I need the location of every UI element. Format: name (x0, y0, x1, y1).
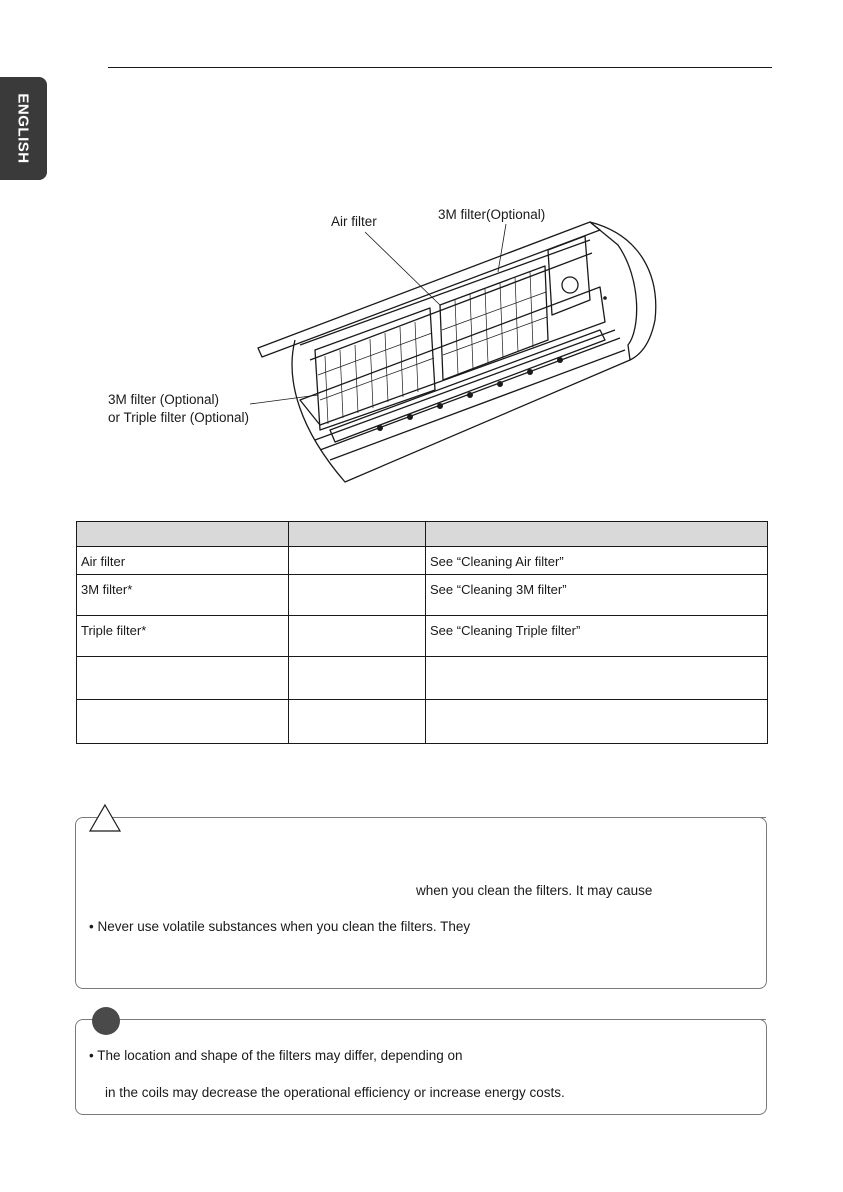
note-line-2: in the coils may decrease the operational efficiency or increase energy costs. (105, 1085, 565, 1100)
table-cell (426, 657, 768, 700)
note-box (75, 1019, 767, 1115)
filter-table (76, 521, 768, 744)
callout-air-filter: Air filter (331, 214, 377, 229)
indoor-unit-illustration (0, 195, 843, 495)
table-row (77, 616, 768, 657)
note-line-1: • The location and shape of the filters may differ, depending on (89, 1048, 463, 1063)
table-cell: Triple filter* (77, 616, 289, 657)
note-icon (92, 1007, 120, 1035)
table-cell (77, 700, 289, 744)
table-header-row (77, 522, 768, 547)
table-cell (426, 700, 768, 744)
table-cell: Air filter (77, 547, 289, 575)
note-rule (178, 1019, 766, 1020)
table-row (77, 547, 768, 575)
callout-3m-filter: 3M filter(Optional) (438, 207, 546, 222)
table-cell: See “Cleaning 3M filter” (426, 575, 768, 616)
table-cell: See “Cleaning Air filter” (426, 547, 768, 575)
table-cell (289, 700, 426, 744)
table-cell (77, 657, 289, 700)
callout-left-line2: or Triple filter (Optional) (108, 410, 250, 425)
caution-text-partial: when you clean the filters. It may cause (416, 883, 653, 898)
table-cell (289, 616, 426, 657)
table-row (77, 700, 768, 744)
warning-triangle-icon (88, 803, 122, 833)
language-tab-label: ENGLISH (15, 93, 32, 164)
table-header (289, 522, 426, 547)
table-header (77, 522, 289, 547)
caution-rule (218, 817, 766, 818)
caution-bullet-volatile: • Never use volatile substances when you clean the filters. They (89, 919, 471, 934)
table-cell (289, 657, 426, 700)
table-cell (289, 575, 426, 616)
callout-left-line1: 3M filter (Optional) (108, 392, 220, 407)
table-row (77, 657, 768, 700)
table-row (77, 575, 768, 616)
table-cell (289, 547, 426, 575)
language-tab (0, 77, 47, 180)
table-header (426, 522, 768, 547)
caution-box (75, 817, 767, 989)
header-rule (108, 67, 772, 68)
table-cell: 3M filter* (77, 575, 289, 616)
table-cell: See “Cleaning Triple filter” (426, 616, 768, 657)
